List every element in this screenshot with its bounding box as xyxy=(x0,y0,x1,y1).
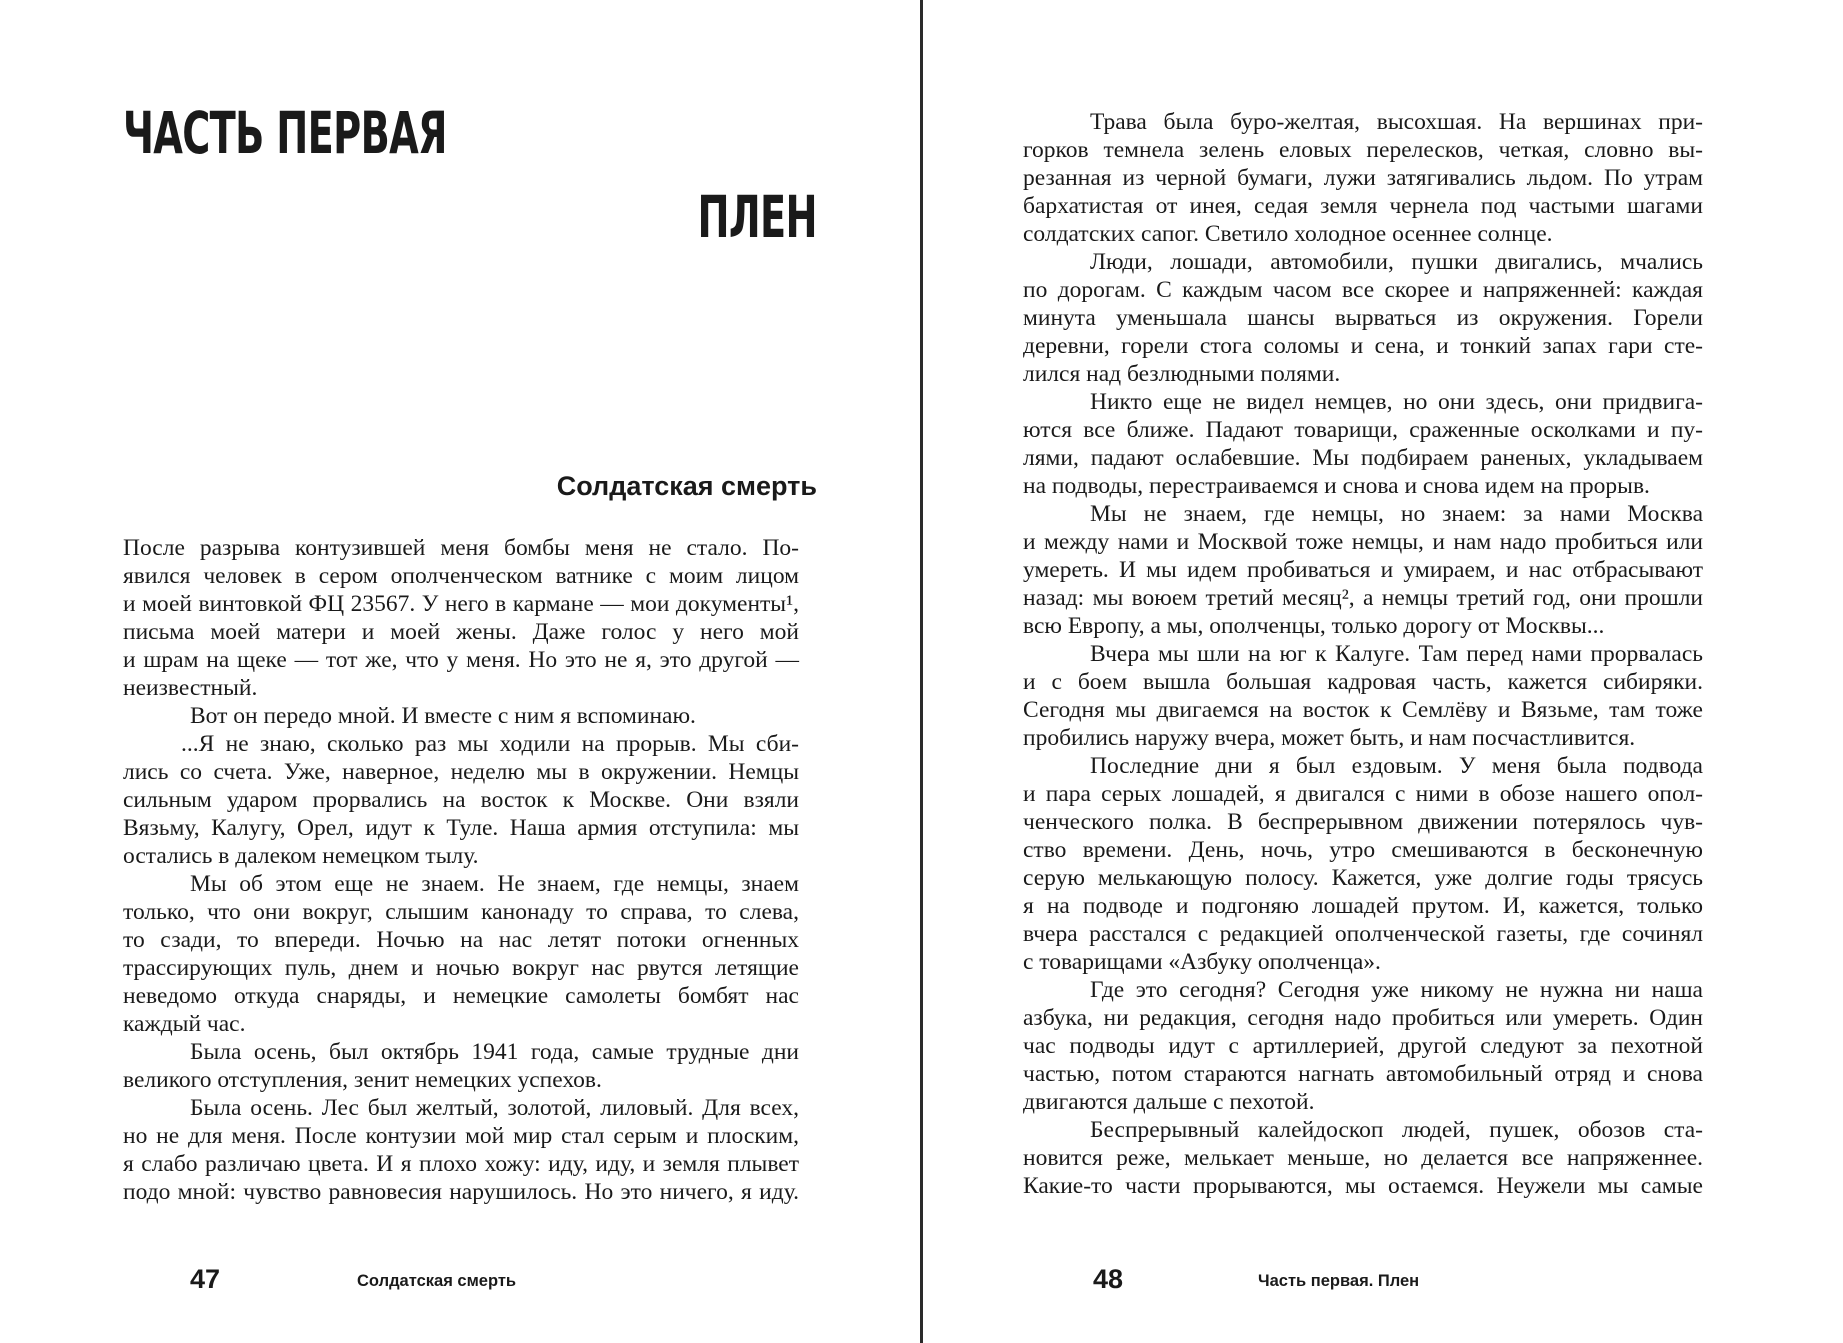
text-line: Трава была буро-желтая, высохшая. На вершинах при- xyxy=(1090,109,1703,135)
text-line: то сзади, то впереди. Ночью на нас летят потоки огненных xyxy=(123,927,799,953)
text-line: солдатских сапог. Светило холодное осеннее солнце. xyxy=(1023,221,1553,247)
text-line: неизвестный. xyxy=(123,675,258,701)
text-line: Вот он передо мной. И вместе с ним я вспоминаю. xyxy=(190,703,696,729)
text-line: вчера расстался с редакцией ополченческой газеты, где сочинял xyxy=(1023,921,1703,947)
text-line: на подводы, перестраиваемся и снова и снова идем на прорыв. xyxy=(1023,473,1650,499)
text-line: великого отступления, зенит немецких успехов. xyxy=(123,1067,602,1093)
text-line: Никто еще не видел немцев, но они здесь, они придвига- xyxy=(1090,389,1703,415)
text-line: остались в далеком немецком тылу. xyxy=(123,843,479,869)
text-line: Какие-то части прорываются, мы остаемся. Неужели мы самые xyxy=(1023,1173,1703,1199)
text-line: Мы об этом еще не знаем. Не знаем, где немцы, знаем xyxy=(190,871,799,897)
text-line: лями, падают ослабевшие. Мы подбираем раненых, укладываем xyxy=(1023,445,1703,471)
text-line: Была осень. Лес был желтый, золотой, лиловый. Для всех, xyxy=(190,1095,799,1121)
text-line: я на подводе и подгоняю лошадей прутом. И, кажется, только xyxy=(1023,893,1703,919)
text-line: письма моей матери и моей жены. Даже голос у него мой xyxy=(123,619,799,645)
text-line: После разрыва контузившей меня бомбы меня не стало. По- xyxy=(123,535,799,561)
page-number: 47 xyxy=(190,1264,221,1294)
text-line: Люди, лошади, автомобили, пушки двигались, мчались xyxy=(1090,249,1703,275)
left-page xyxy=(0,0,920,1343)
text-line: азбука, ни редакция, сегодня надо пробиться или умереть. Один xyxy=(1023,1005,1703,1031)
right-body-text xyxy=(1023,108,1703,1200)
text-line: ются все ближе. Падают товарищи, сраженные осколками и пу- xyxy=(1023,417,1703,443)
running-header: Часть первая. Плен xyxy=(1258,1272,1420,1290)
running-header: Солдатская смерть xyxy=(357,1272,517,1290)
text-line: только, что они вокруг, слышим канонаду то справа, то слева, xyxy=(123,899,799,925)
text-line: час подводы идут с артиллерией, другой следуют за пехотной xyxy=(1023,1033,1703,1059)
text-line: Последние дни я был ездовым. У меня была подвода xyxy=(1090,753,1703,779)
text-line: Вчера мы шли на юг к Калуге. Там перед нами прорвалась xyxy=(1090,641,1703,667)
text-line: ...Я не знаю, сколько раз мы ходили на прорыв. Мы сби- xyxy=(181,731,799,757)
text-line: но не для меня. После контузии мой мир стал серым и плоским, xyxy=(123,1123,799,1149)
text-line: ство времени. День, ночь, утро смешиваются в бесконечную xyxy=(1023,837,1703,863)
page-number: 48 xyxy=(1093,1264,1124,1294)
right-page xyxy=(923,0,1843,1343)
text-line: Мы не знаем, где немцы, но знаем: за нами Москва xyxy=(1090,501,1703,527)
text-line: по дорогам. С каждым часом все скорее и напряженней: каждая xyxy=(1023,277,1703,303)
text-line: двигаются дальше с пехотой. xyxy=(1023,1089,1315,1115)
text-line: деревни, горели стога соломы и сена, и тонкий запах гари сте- xyxy=(1023,333,1703,359)
text-line: бархатистая от инея, седая земля чернела под частыми шагами xyxy=(1023,193,1703,219)
text-line: и шрам на щеке — тот же, что у меня. Но это не я, это другой — xyxy=(123,647,799,673)
text-line: всю Европу, а мы, ополченцы, только дорогу от Москвы... xyxy=(1023,613,1605,639)
text-line: я слабо различаю цвета. И я плохо хожу: иду, иду, и земля плывет xyxy=(123,1151,799,1177)
text-line: сильным ударом прорвались на восток к Москве. Они взяли xyxy=(123,787,799,813)
text-line: с товарищами «Азбуку ополченца». xyxy=(1023,949,1381,975)
text-line: новится реже, мелькает меньше, но делается все напряженнее. xyxy=(1023,1145,1703,1171)
text-line: пробились наружу вчера, может быть, и нам посчастливится. xyxy=(1023,725,1636,751)
chapter-title: ПЛЕН xyxy=(697,183,817,251)
text-line: ченческого полка. В беспрерывном движении потерялось чув- xyxy=(1023,809,1703,835)
text-line: умереть. И мы идем пробиваться и умираем, и нас отбрасывают xyxy=(1023,557,1703,583)
text-line: минута уменьшала шансы вырваться из окружения. Горели xyxy=(1023,305,1703,331)
text-line: Вязьму, Калугу, Орел, идут к Туле. Наша армия отступила: мы xyxy=(123,815,799,841)
text-line: горков темнела зелень еловых перелесков, четкая, словно вы- xyxy=(1023,137,1703,163)
part-title: ЧАСТЬ ПЕРВАЯ xyxy=(123,99,447,167)
text-line: неведомо откуда снаряды, и немецкие самолеты бомбят нас xyxy=(123,983,799,1009)
text-line: трассирующих пуль, днем и ночью вокруг нас рвутся летящие xyxy=(123,955,799,981)
text-line: частью, потом стараются нагнать автомобильный отряд и снова xyxy=(1023,1061,1703,1087)
left-body-text xyxy=(123,534,799,1206)
text-line: и с боем вышла большая кадровая часть, кажется сибиряки. xyxy=(1023,669,1703,695)
text-line: и пара серых лошадей, я двигался с ними в обозе нашего опол- xyxy=(1023,781,1703,807)
text-line: лился над безлюдными полями. xyxy=(1023,361,1341,387)
text-line: подо мной: чувство равновесия нарушилось. Но это ничего, я иду. xyxy=(123,1179,799,1205)
text-line: Была осень, был октябрь 1941 года, самые трудные дни xyxy=(190,1039,799,1065)
text-line: каждый час. xyxy=(123,1011,246,1037)
section-heading: Солдатская смерть xyxy=(556,471,817,501)
text-line: Беспрерывный калейдоскоп людей, пушек, обозов ста- xyxy=(1090,1117,1703,1143)
text-line: лись со счета. Уже, наверное, неделю мы в окружении. Немцы xyxy=(123,759,799,785)
text-line: и моей винтовкой ФЦ 23567. У него в кармане — мои документы¹, xyxy=(123,591,799,617)
text-line: и между нами и Москвой тоже немцы, и нам надо пробиться или xyxy=(1023,529,1703,555)
text-line: Сегодня мы двигаемся на восток к Семлёву и Вязьме, там тоже xyxy=(1023,697,1703,723)
text-line: резанная из черной бумаги, лужи затягивались льдом. По утрам xyxy=(1023,165,1703,191)
text-line: серую мелькающую полосу. Кажется, уже долгие годы трясусь xyxy=(1023,865,1703,891)
text-line: Где это сегодня? Сегодня уже никому не нужна ни наша xyxy=(1090,977,1703,1003)
text-line: назад: мы воюем третий месяц², а немцы третий год, они прошли xyxy=(1023,585,1703,611)
text-line: явился человек в сером ополченческом ватнике с моим лицом xyxy=(123,563,799,589)
